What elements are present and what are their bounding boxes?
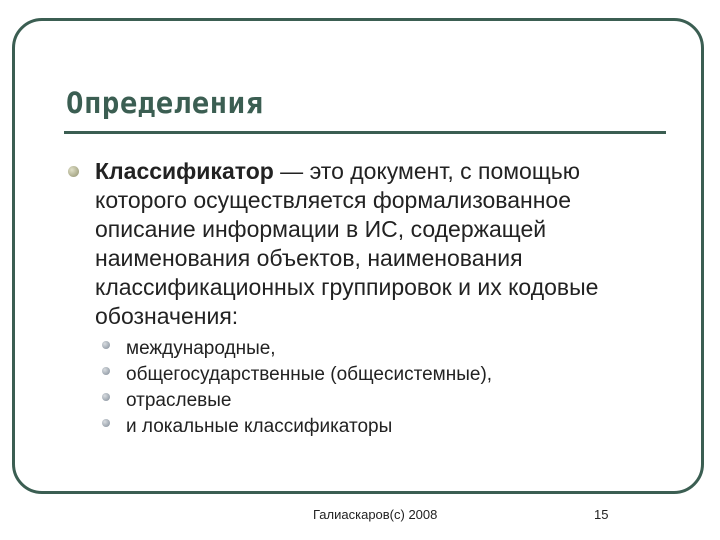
bullet-icon xyxy=(102,393,110,401)
bullet-icon xyxy=(102,419,110,427)
bullet-icon xyxy=(102,367,110,375)
list-item xyxy=(102,336,492,362)
page-number: 15 xyxy=(594,507,609,522)
list-item xyxy=(102,388,492,414)
title-divider xyxy=(64,131,666,134)
list-item-label: и локальные классификаторы xyxy=(126,416,393,437)
slide-title: Определения xyxy=(66,86,264,120)
list-item xyxy=(102,414,492,440)
bullet-icon xyxy=(68,166,79,177)
definition-paragraph xyxy=(95,157,670,331)
footer-author: Галиаскаров(с) 2008 xyxy=(313,507,438,522)
bullet-icon xyxy=(102,341,110,349)
list-item-label: международные, xyxy=(126,338,276,359)
list-item xyxy=(102,362,492,388)
list-item-label: отраслевые xyxy=(126,390,232,411)
definition-term: Классификатор xyxy=(95,158,274,184)
definition-text: — это документ, с помощью которого осуществляется формализованное описание информации в ИС, содержащей наименования объектов, наименования классификационных группировок и их кодовые обозначения: xyxy=(95,158,599,329)
classifier-types-list xyxy=(102,336,492,440)
list-item-label: общегосударственные (общесистемные), xyxy=(126,364,493,385)
